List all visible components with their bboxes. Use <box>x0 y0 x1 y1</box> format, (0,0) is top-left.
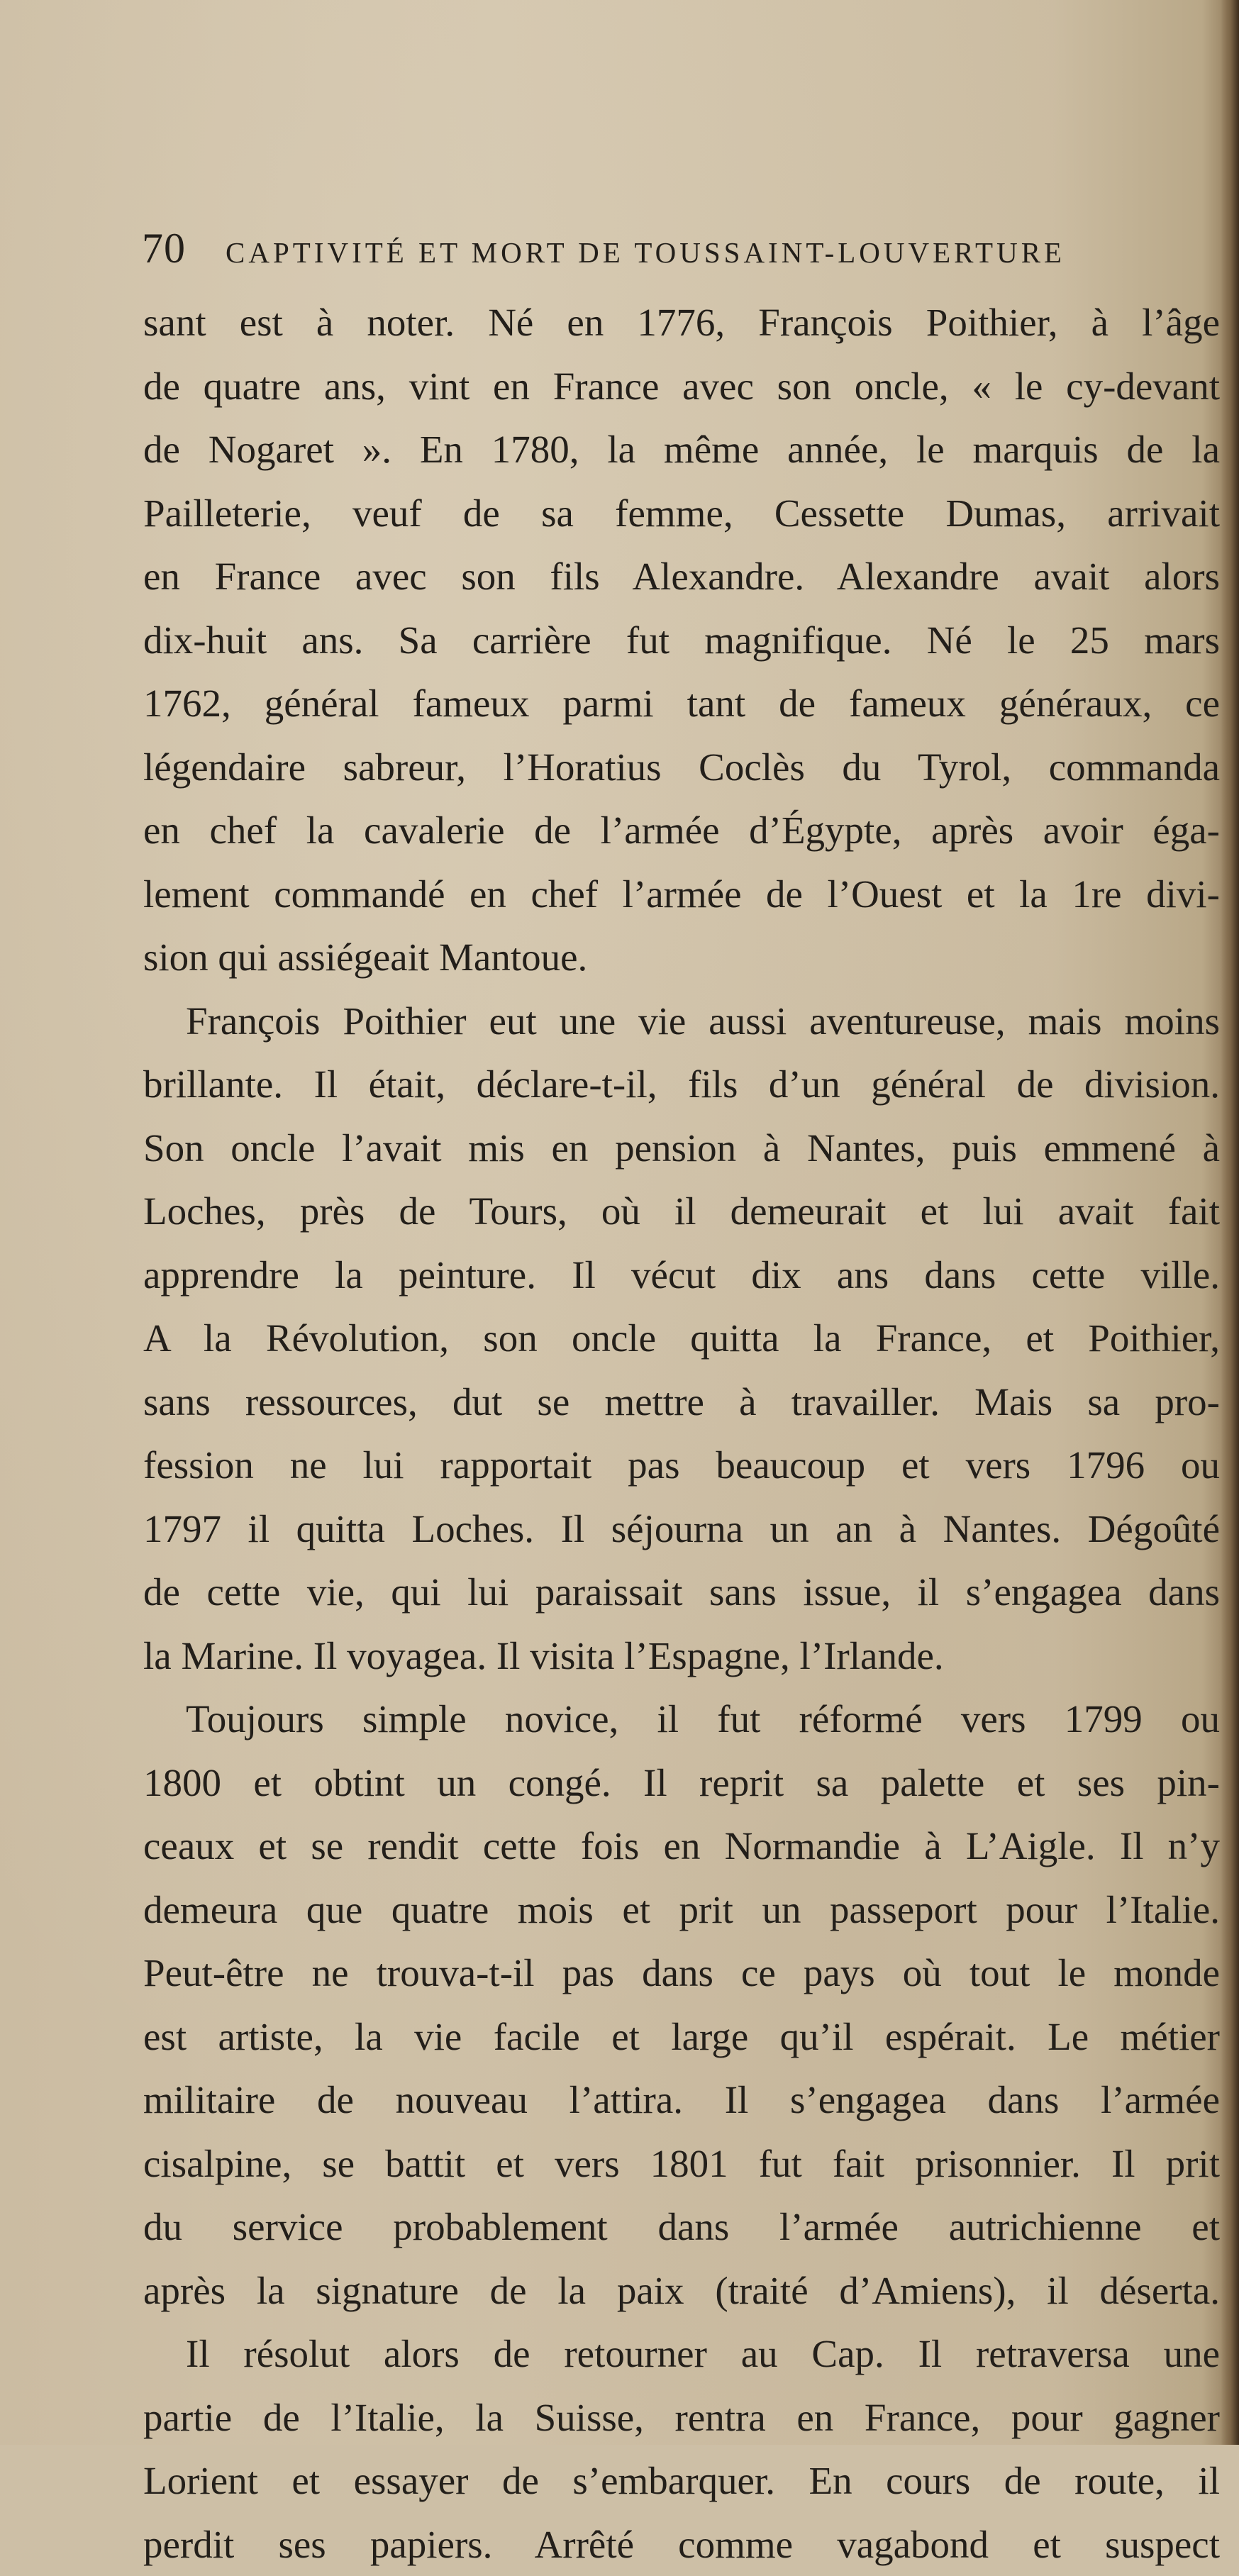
text-line: Pailleterie, veuf de sa femme, Cessette Dumas, arrivait <box>143 482 1220 545</box>
text-line: demeura que quatre mois et prit un passeport pour l’Italie. <box>143 1878 1220 1942</box>
body-text <box>143 291 1220 2576</box>
text-line: A la Révolution, son oncle quitta la France, et Poithier, <box>143 1306 1220 1370</box>
text-line: partie de l’Italie, la Suisse, rentra en France, pour gagner <box>143 2386 1220 2450</box>
text-line: en chef la cavalerie de l’armée d’Égypte, après avoir éga- <box>143 799 1220 862</box>
text-line: Il résolut alors de retourner au Cap. Il retraversa une <box>143 2322 1220 2386</box>
text-line: de cette vie, qui lui paraissait sans issue, il s’engagea dans <box>143 1560 1220 1624</box>
text-line: de quatre ans, vint en France avec son oncle, « le cy-devant <box>143 355 1220 418</box>
text-line: sion qui assiégeait Mantoue. <box>143 926 1220 989</box>
text-line: militaire de nouveau l’attira. Il s’engagea dans l’armée <box>143 2068 1220 2132</box>
running-head-title: CAPTIVITÉ ET MORT DE TOUSSAINT-LOUVERTURE <box>226 236 1065 269</box>
text-line: cisalpine, se battit et vers 1801 fut fait prisonnier. Il prit <box>143 2132 1220 2196</box>
text-line: du service probablement dans l’armée autrichienne et <box>143 2195 1220 2259</box>
running-head <box>142 226 1149 271</box>
text-line: dix-huit ans. Sa carrière fut magnifique. Né le 25 mars <box>143 609 1220 672</box>
text-line: François Poithier eut une vie aussi aventureuse, mais moins <box>143 989 1220 1053</box>
text-line: Peut-être ne trouva-t-il pas dans ce pays où tout le monde <box>143 1941 1220 2005</box>
text-line: apprendre la peinture. Il vécut dix ans dans cette ville. <box>143 1243 1220 1307</box>
page-number: 70 <box>142 225 186 272</box>
text-line: Son oncle l’avait mis en pension à Nantes, puis emmené à <box>143 1116 1220 1180</box>
page-edge-shadow <box>1221 0 1239 2445</box>
text-line: Toujours simple novice, il fut réformé vers 1799 ou <box>143 1687 1220 1751</box>
text-line: de Nogaret ». En 1780, la même année, le marquis de la <box>143 418 1220 482</box>
text-line: brillante. Il était, déclare-t-il, fils d’un général de division. <box>143 1053 1220 1116</box>
text-line: Lorient et essayer de s’embarquer. En cours de route, il <box>143 2449 1220 2513</box>
text-line: en France avec son fils Alexandre. Alexandre avait alors <box>143 545 1220 609</box>
text-line: légendaire sabreur, l’Horatius Coclès du Tyrol, commanda <box>143 735 1220 799</box>
text-line: lement commandé en chef l’armée de l’Ouest et la 1re divi- <box>143 862 1220 926</box>
text-line: ceaux et se rendit cette fois en Normandie à L’Aigle. Il n’y <box>143 1814 1220 1878</box>
text-line: 1797 il quitta Loches. Il séjourna un an à Nantes. Dégoûté <box>143 1497 1220 1561</box>
text-line: 1800 et obtint un congé. Il reprit sa palette et ses pin- <box>143 1751 1220 1815</box>
text-line: sant est à noter. Né en 1776, François Poithier, à l’âge <box>143 291 1220 355</box>
text-line: sans ressources, dut se mettre à travailler. Mais sa pro- <box>143 1370 1220 1434</box>
text-line: fession ne lui rapportait pas beaucoup et vers 1796 ou <box>143 1433 1220 1497</box>
text-line: après la signature de la paix (traité d’Amiens), il déserta. <box>143 2259 1220 2323</box>
text-line: Loches, près de Tours, où il demeurait et lui avait fait <box>143 1179 1220 1243</box>
text-line: 1762, général fameux parmi tant de fameux généraux, ce <box>143 672 1220 735</box>
text-line: perdit ses papiers. Arrêté comme vagabond et suspect <box>143 2513 1220 2576</box>
text-line: est artiste, la vie facile et large qu’il espérait. Le métier <box>143 2005 1220 2069</box>
text-line: la Marine. Il voyagea. Il visita l’Espagne, l’Irlande. <box>143 1624 1220 1688</box>
